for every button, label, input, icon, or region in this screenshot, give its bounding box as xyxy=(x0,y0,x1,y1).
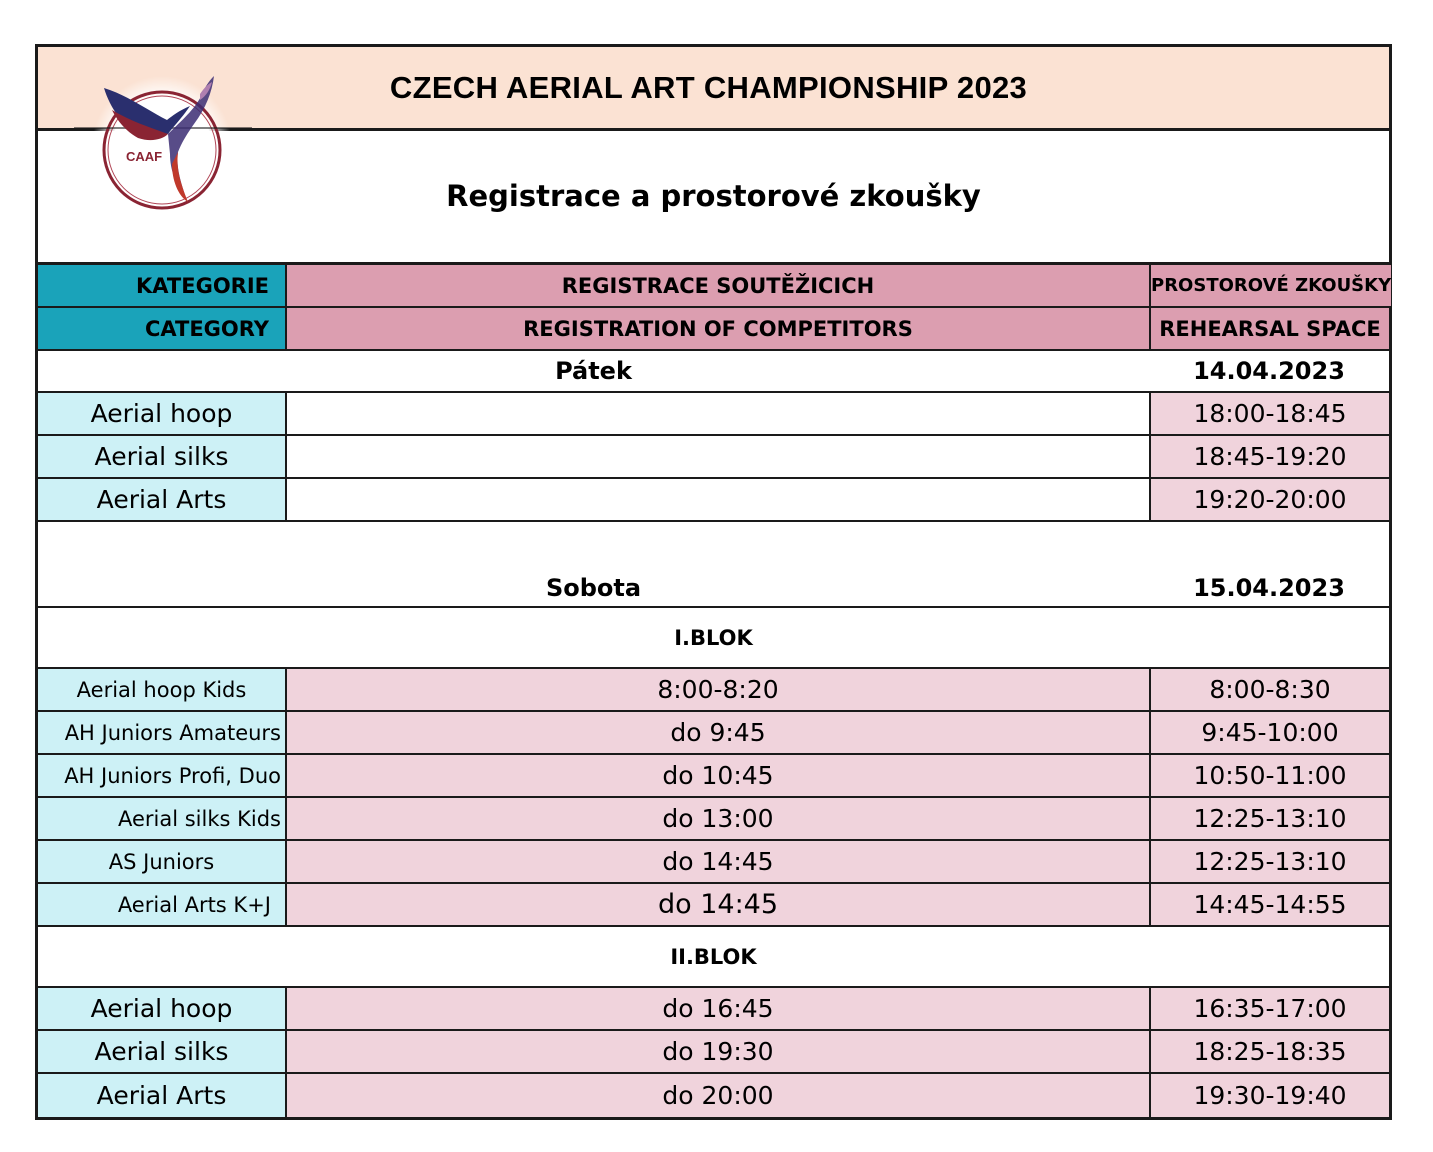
registration-cell: do 14:45 xyxy=(285,884,1149,925)
category-cell: Aerial Arts K+J xyxy=(38,884,285,925)
friday-day-label: Pátek xyxy=(555,357,632,385)
category-cell: Aerial hoop xyxy=(38,988,285,1029)
header-row-en xyxy=(38,308,1389,351)
rehearsal-cell: 16:35-17:00 xyxy=(1149,988,1389,1029)
registration-cell: 8:00-8:20 xyxy=(285,669,1149,710)
saturday-day-row xyxy=(38,522,1389,608)
table-row xyxy=(38,988,1389,1031)
registration-cell: do 9:45 xyxy=(285,712,1149,753)
friday-date: 14.04.2023 xyxy=(1193,357,1345,385)
header-row-cz xyxy=(38,265,1392,308)
saturday-day-label: Sobota xyxy=(545,574,642,602)
category-cell: AH Juniors Profi, Duo xyxy=(38,755,285,796)
registration-cell: do 20:00 xyxy=(285,1074,1149,1117)
table-row xyxy=(38,436,1389,479)
registration-cell: do 16:45 xyxy=(285,988,1149,1029)
caaf-logo xyxy=(72,70,252,215)
block-1-label: I.BLOK xyxy=(674,625,753,650)
rehearsal-cell: 18:00-18:45 xyxy=(1149,393,1389,434)
table-row xyxy=(38,1031,1389,1074)
rehearsal-cell: 14:45-14:55 xyxy=(1149,884,1389,925)
rehearsal-cell: 9:45-10:00 xyxy=(1149,712,1389,753)
registration-cell: do 14:45 xyxy=(285,841,1149,882)
header-rehearsal-en: REHEARSAL SPACE xyxy=(1149,308,1389,349)
table-row xyxy=(38,755,1389,798)
category-cell: Aerial hoop Kids xyxy=(38,669,285,710)
table-row xyxy=(38,798,1389,841)
block-2-row xyxy=(38,927,1389,988)
registration-cell: do 10:45 xyxy=(285,755,1149,796)
category-cell: Aerial silks xyxy=(38,1031,285,1072)
category-cell: AH Juniors Amateurs xyxy=(38,712,285,753)
table-row xyxy=(38,884,1389,927)
table-row xyxy=(38,712,1389,755)
rehearsal-cell: 10:50-11:00 xyxy=(1149,755,1389,796)
table-row xyxy=(38,669,1389,712)
header-category-en: CATEGORY xyxy=(38,308,285,349)
page-title: CZECH AERIAL ART CHAMPIONSHIP 2023 xyxy=(389,69,1028,105)
category-cell: AS Juniors xyxy=(38,841,285,882)
category-cell: Aerial silks Kids xyxy=(38,798,285,839)
block-2-label: II.BLOK xyxy=(670,944,757,969)
block-1-row xyxy=(38,608,1389,669)
registration-cell xyxy=(285,479,1149,520)
category-cell: Aerial silks xyxy=(38,436,285,477)
header-registration-cz: REGISTRACE SOUTĚŽICICH xyxy=(285,265,1149,306)
rehearsal-cell: 18:45-19:20 xyxy=(1149,436,1389,477)
category-cell: Aerial Arts xyxy=(38,479,285,520)
rehearsal-cell: 19:30-19:40 xyxy=(1149,1074,1389,1117)
table-row xyxy=(38,841,1389,884)
registration-cell: do 13:00 xyxy=(285,798,1149,839)
header-registration-en: REGISTRATION OF COMPETITORS xyxy=(285,308,1149,349)
rehearsal-cell: 18:25-18:35 xyxy=(1149,1031,1389,1072)
logo-text: CAAF xyxy=(126,149,163,164)
rehearsal-cell: 12:25-13:10 xyxy=(1149,798,1389,839)
rehearsal-cell: 19:20-20:00 xyxy=(1149,479,1389,520)
registration-cell: do 19:30 xyxy=(285,1031,1149,1072)
saturday-date: 15.04.2023 xyxy=(1193,574,1345,602)
table-row xyxy=(38,393,1389,436)
registration-cell xyxy=(285,436,1149,477)
category-cell: Aerial Arts xyxy=(38,1074,285,1117)
table-row xyxy=(38,479,1389,522)
rehearsal-cell: 8:00-8:30 xyxy=(1149,669,1389,710)
rehearsal-cell: 12:25-13:10 xyxy=(1149,841,1389,882)
friday-day-row xyxy=(38,351,1389,393)
header-rehearsal-cz: PROSTOROVÉ ZKOUŠKY xyxy=(1149,265,1391,306)
category-cell: Aerial hoop xyxy=(38,393,285,434)
header-category-cz: KATEGORIE xyxy=(38,265,285,306)
table-row xyxy=(38,1074,1389,1117)
page-subtitle: Registrace a prostorové zkoušky xyxy=(446,178,981,213)
registration-cell xyxy=(285,393,1149,434)
